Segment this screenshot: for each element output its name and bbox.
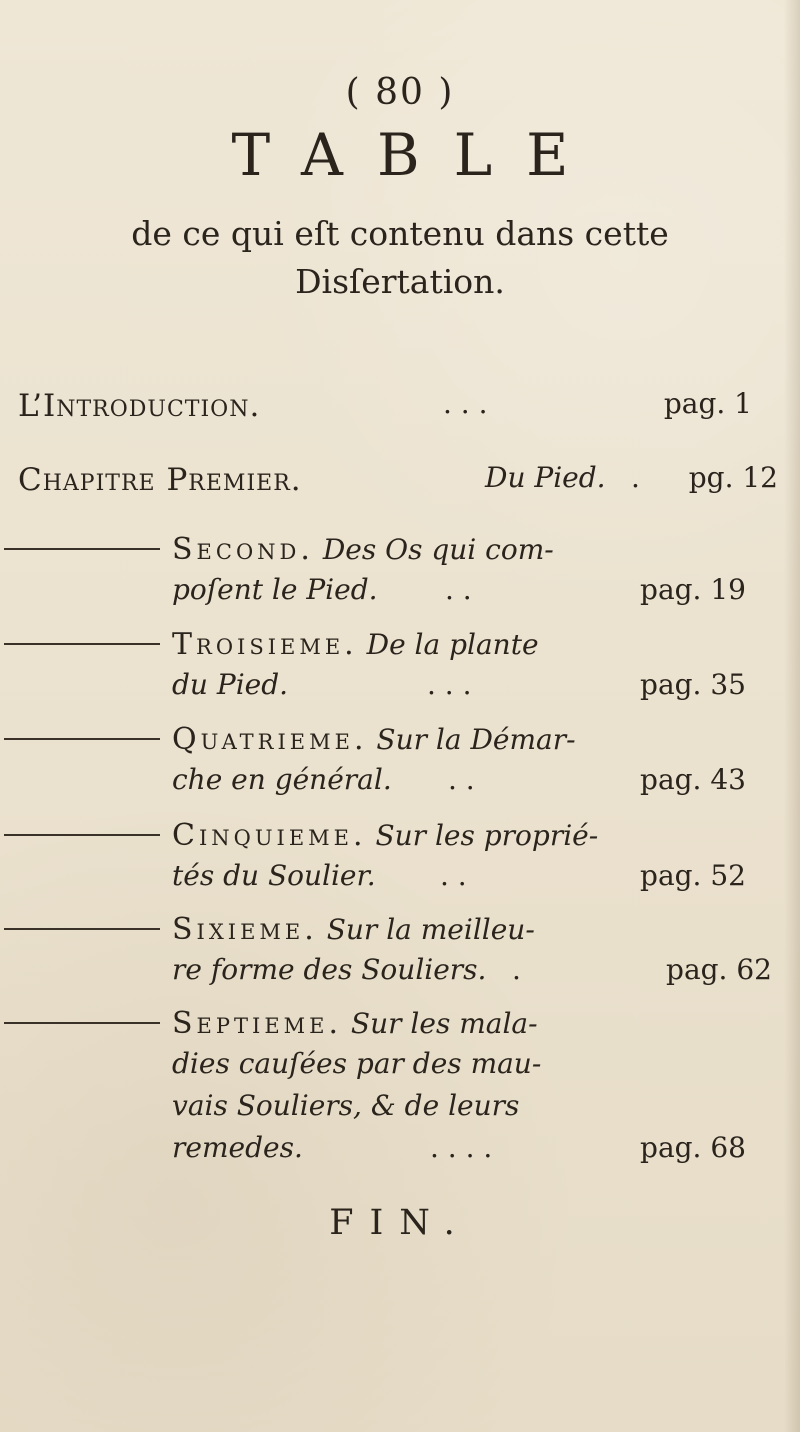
table-title: TABLE xyxy=(231,121,603,189)
contents-entry-cinquieme xyxy=(172,816,772,906)
chapter-rule xyxy=(4,1022,160,1024)
entry-dots: . xyxy=(631,461,640,494)
entry-dots: . xyxy=(512,953,521,986)
entry-title: Sur la meilleu- xyxy=(326,913,535,946)
page-number: ( 80 ) xyxy=(345,72,455,113)
entry-head: Quatrieme. xyxy=(172,722,368,757)
entry-title-continuation: dies cauſées par des mau- xyxy=(172,1047,542,1080)
entry-title: Du Pied. xyxy=(485,461,606,494)
fin-text: FIN. xyxy=(329,1203,471,1243)
contents-entry-septieme xyxy=(172,1004,772,1174)
entry-heading xyxy=(172,530,554,569)
contents-entry-quatrieme xyxy=(172,720,772,810)
entry-dots: . . . . xyxy=(430,1131,493,1164)
entry-heading xyxy=(172,720,576,759)
entry-dots: . . . xyxy=(427,668,472,701)
entry-page-number: pag. 35 xyxy=(640,668,746,701)
entry-dots: . . xyxy=(445,573,472,606)
entry-title-continuation: tés du Soulier. xyxy=(172,859,376,892)
chapter-rule xyxy=(4,834,160,836)
entry-title: Sur les mala- xyxy=(350,1007,538,1040)
entry-head: Cinquieme. xyxy=(172,818,367,853)
entry-head: Septieme. xyxy=(172,1006,343,1041)
chapter-rule xyxy=(4,928,160,930)
entry-heading xyxy=(172,1004,538,1043)
contents-entry-introduction xyxy=(18,386,778,428)
entry-title-continuation: re forme des Souliers. xyxy=(172,953,487,986)
entry-head: Troisieme. xyxy=(172,627,358,662)
entry-title: Des Os qui com- xyxy=(322,533,554,566)
entry-title: Sur les proprié- xyxy=(375,819,599,852)
entry-page-number: pag. 43 xyxy=(640,763,746,796)
subtitle-line-1: de ce qui eſt contenu dans cette xyxy=(131,214,669,253)
entry-page-number: pg. 12 xyxy=(688,461,778,494)
entry-head: Sixieme. xyxy=(172,912,318,947)
entry-title-continuation: poſent le Pied. xyxy=(172,573,378,606)
entry-title-continuation: du Pied. xyxy=(172,668,289,701)
contents-entry-chapitre-premier xyxy=(18,460,778,502)
table-subtitle xyxy=(0,210,800,306)
entry-dots: . . xyxy=(448,763,475,796)
entry-title-continuation: remedes. xyxy=(172,1131,303,1164)
entry-title-continuation: vais Souliers, & de leurs xyxy=(172,1089,520,1122)
entry-page-number: pag. 19 xyxy=(640,573,746,606)
entry-page-number: pag. 68 xyxy=(640,1131,746,1164)
entry-title: De la plante xyxy=(366,628,539,661)
entry-title-continuation: che en général. xyxy=(172,763,392,796)
chapter-rule xyxy=(4,548,160,550)
entry-label: L’Introduction. xyxy=(18,388,261,424)
contents-entry-second xyxy=(172,530,772,620)
entry-dots: . . xyxy=(440,859,467,892)
entry-heading xyxy=(172,910,535,949)
entry-page-number: pag. 62 xyxy=(666,953,772,986)
entry-page-number: pag. 52 xyxy=(640,859,746,892)
chapter-rule xyxy=(4,643,160,645)
contents-entry-sixieme xyxy=(172,910,772,1000)
chapter-rule xyxy=(4,738,160,740)
entry-page-number: pag. 1 xyxy=(663,387,752,420)
contents-entry-troisieme xyxy=(172,625,772,715)
entry-heading xyxy=(172,625,539,664)
entry-label: Chapitre Premier. xyxy=(18,462,302,498)
entry-head: Second. xyxy=(172,532,314,567)
entry-title: Sur la Démar- xyxy=(376,723,576,756)
entry-dots: . . . xyxy=(443,387,488,420)
subtitle-line-2: Disſertation. xyxy=(295,261,505,301)
entry-heading xyxy=(172,816,598,855)
